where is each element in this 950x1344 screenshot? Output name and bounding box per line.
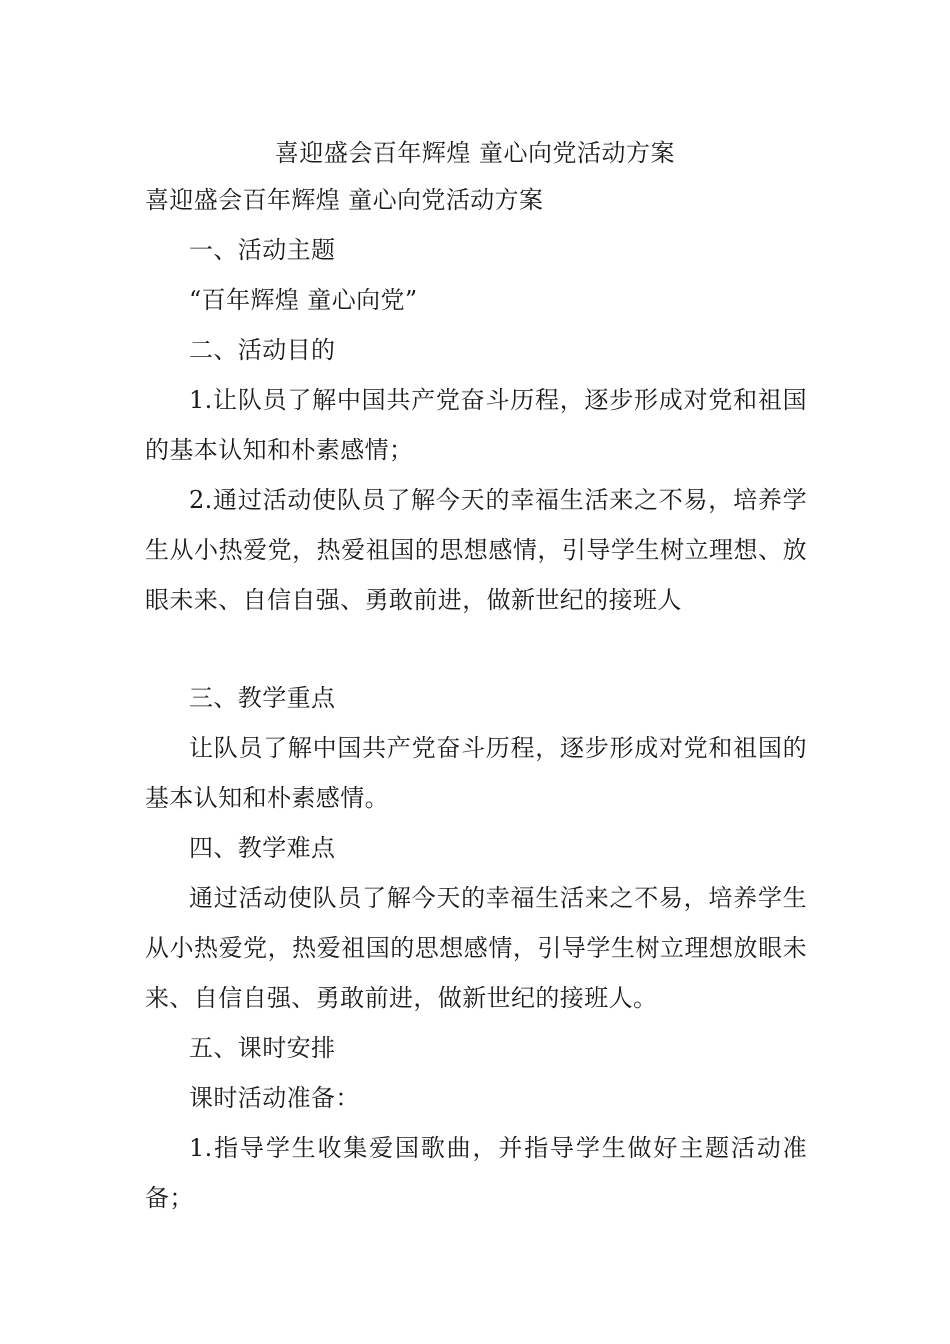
section-2-item-1: 1.让队员了解中国共产党奋斗历程，逐步形成对党和祖国的基本认知和朴素感情；: [145, 386, 807, 464]
section-5-item-1: 1.指导学生收集爱国歌曲，并指导学生做好主题活动准备；: [145, 1134, 807, 1212]
section-4-heading: 四、教学难点: [189, 834, 336, 862]
document-title: 喜迎盛会百年辉煌 童心向党活动方案: [274, 139, 676, 167]
section-1-heading: 一、活动主题: [189, 236, 336, 264]
section-5-subheading: 课时活动准备：: [189, 1084, 360, 1112]
document-subtitle: 喜迎盛会百年辉煌 童心向党活动方案: [145, 186, 544, 214]
section-2-item-2: 2.通过活动使队员了解今天的幸福生活来之不易，培养学生从小热爱党，热爱祖国的思想感情，引导学生树立理想、放眼未来、自信自强、勇敢前进，做新世纪的接班人: [145, 486, 807, 614]
section-1-text: “百年辉煌 童心向党”: [189, 286, 418, 314]
section-4-text: 通过活动使队员了解今天的幸福生活来之不易，培养学生从小热爱党，热爱祖国的思想感情，引导学生树立理想放眼未来、自信自强、勇敢前进，做新世纪的接班人。: [145, 884, 807, 1012]
section-3-text: 让队员了解中国共产党奋斗历程，逐步形成对党和祖国的基本认知和朴素感情。: [145, 734, 807, 812]
section-2-heading: 二、活动目的: [189, 336, 336, 364]
section-3-heading: 三、教学重点: [189, 684, 336, 712]
section-5-heading: 五、课时安排: [189, 1034, 336, 1062]
